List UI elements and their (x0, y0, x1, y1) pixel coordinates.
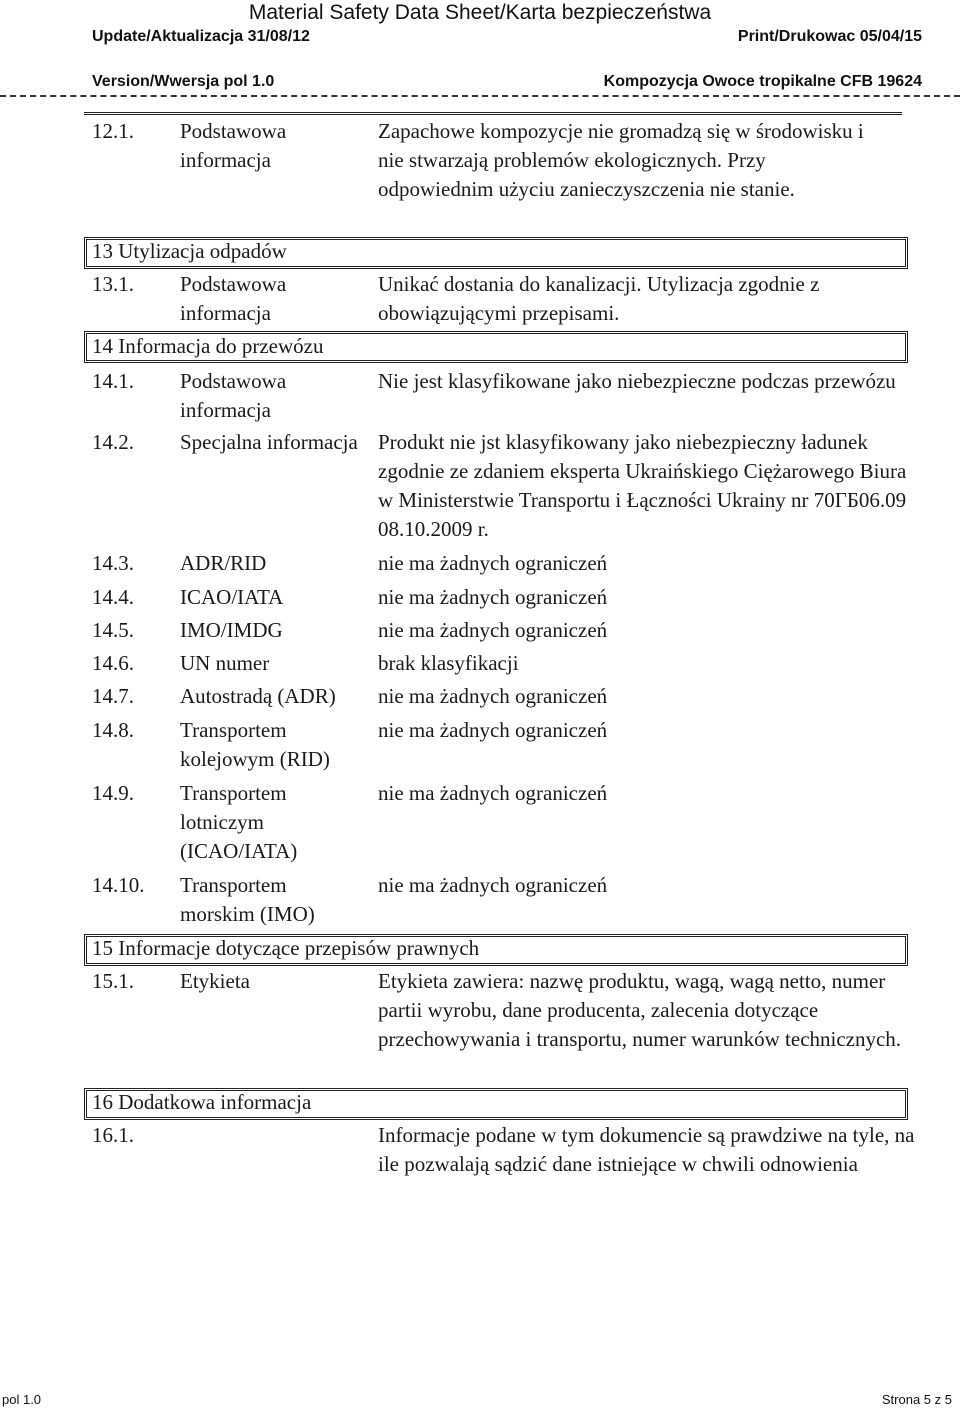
row-number: 15.1. (92, 969, 134, 993)
row-number: 14.5. (92, 618, 134, 642)
row-value: nie ma żadnych ograniczeń (378, 873, 608, 897)
row-value: Informacje podane w tym dokumencie są prawdziwe na tyle, na ile pozwalają sądzić dane istniejące w chwili odnowienia (378, 1123, 915, 1176)
section-14-heading: 14 Informacja do przewózu (92, 334, 324, 358)
row-value: nie ma żadnych ograniczeń (378, 684, 608, 708)
row-value: nie ma żadnych ograniczeń (378, 618, 608, 642)
row-value: nie ma żadnych ograniczeń (378, 551, 608, 575)
row-value: Unikać dostania do kanalizacji. Utylizacja zgodnie z obowiązującymi przepisami. (378, 272, 820, 325)
row-number: 14.9. (92, 781, 134, 805)
print-date: Print/Drukowac 05/04/15 (737, 28, 922, 45)
row-label: Podstawowa informacja (180, 369, 287, 422)
row-label: IMO/IMDG (180, 618, 283, 642)
row-number: 14.7. (92, 684, 134, 708)
row-label: UN numer (180, 651, 270, 675)
row-label: Etykieta (180, 969, 250, 993)
row-label: ADR/RID (180, 551, 267, 575)
row-number: 14.1. (92, 369, 134, 393)
row-number: 14.2. (92, 430, 134, 454)
row-number: 12.1. (92, 119, 134, 143)
row-label: Transportem lotniczym (ICAO/IATA) (180, 781, 298, 863)
section-15-heading: 15 Informacje dotyczące przepisów prawnych (92, 936, 480, 960)
row-number: 16.1. (92, 1123, 134, 1147)
section-12-frame (84, 112, 902, 115)
document-title: Material Safety Data Sheet/Karta bezpieczeństwa (248, 1, 712, 24)
row-number: 14.3. (92, 551, 134, 575)
section-16-heading: 16 Dodatkowa informacja (92, 1090, 312, 1114)
composition-label: Kompozycja Owoce tropikalne CFB 19624 (603, 73, 922, 90)
row-value: Produkt nie jst klasyfikowany jako niebezpieczny ładunek zgodnie ze zdaniem eksperta Ukraińskiego Ciężarowego Biura w Ministerstwie Transportu i Łączności Ukrainy nr 70ГБ06.09 08.10.2009 r. (378, 430, 907, 541)
row-value: nie ma żadnych ograniczeń (378, 718, 608, 742)
row-label: Transportem kolejowym (RID) (180, 718, 330, 771)
row-label: Podstawowa informacja (180, 272, 287, 325)
row-value: Zapachowe kompozycje nie gromadzą się w środowisku i nie stwarzają problemów ekologicznych. Przy odpowiednim użyciu zanieczyszczenia nie stanie. (378, 119, 864, 201)
row-label: Podstawowa informacja (180, 119, 287, 172)
row-number: 14.4. (92, 585, 134, 609)
section-13-heading: 13 Utylizacja odpadów (92, 239, 287, 263)
row-label: Specjalna informacja (180, 430, 358, 454)
update-date: Update/Aktualizacja 31/08/12 (92, 28, 310, 45)
row-value: brak klasyfikacji (378, 651, 519, 675)
row-number: 14.8. (92, 718, 134, 742)
row-number: 14.6. (92, 651, 134, 675)
row-number: 13.1. (92, 272, 134, 296)
row-label: Transportem morskim (IMO) (180, 873, 315, 926)
row-value: Etykieta zawiera: nazwę produktu, wagą, wagą netto, numer partii wyrobu, dane producenta, zalecenia dotyczące przechowywania i transportu, numer warunków technicznych. (378, 969, 902, 1051)
row-value: nie ma żadnych ograniczeń (378, 585, 608, 609)
row-value: Nie jest klasyfikowane jako niebezpieczne podczas przewózu (378, 369, 896, 393)
row-label: Autostradą (ADR) (180, 684, 336, 708)
row-number: 14.10. (92, 873, 145, 897)
footer-version: pol 1.0 (2, 1392, 42, 1407)
version-label: Version/Wwersja pol 1.0 (92, 73, 275, 90)
row-value: nie ma żadnych ograniczeń (378, 781, 608, 805)
row-label: ICAO/IATA (180, 585, 284, 609)
header-divider (0, 95, 960, 97)
page-number: Strona 5 z 5 (881, 1392, 952, 1407)
